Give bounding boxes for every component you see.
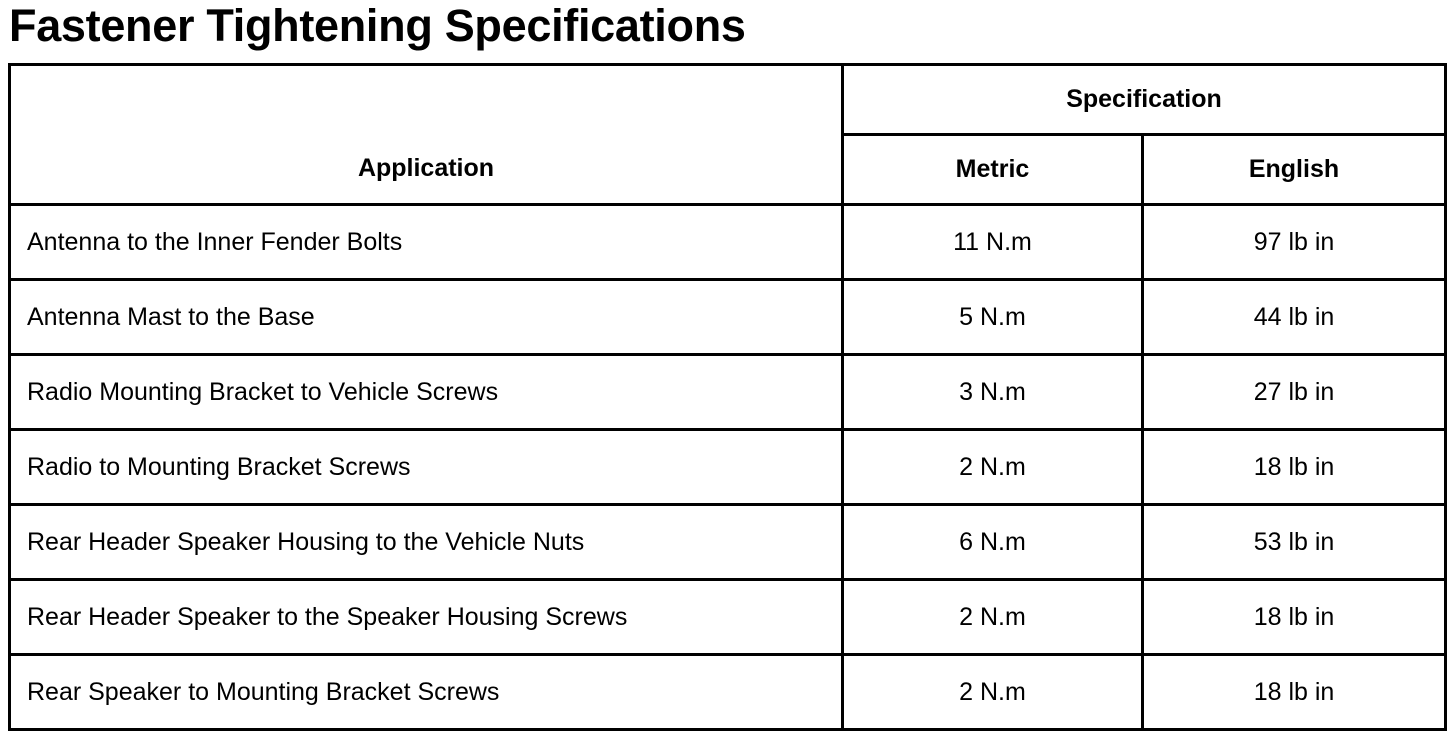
table-row [10,430,1446,505]
table-row [10,280,1446,355]
cell-english: 27 lb in [1143,355,1446,430]
cell-application: Antenna to the Inner Fender Bolts [10,205,843,280]
cell-metric: 11 N.m [843,205,1143,280]
cell-metric: 3 N.m [843,355,1143,430]
cell-metric: 2 N.m [843,655,1143,730]
column-header-metric: Metric [843,135,1143,205]
fastener-spec-table [8,63,1447,731]
header-row-top [10,65,1446,135]
cell-metric: 2 N.m [843,580,1143,655]
cell-application: Rear Header Speaker Housing to the Vehicle Nuts [10,505,843,580]
cell-metric: 6 N.m [843,505,1143,580]
table-header [10,65,1446,205]
table-row [10,580,1446,655]
cell-application: Radio to Mounting Bracket Screws [10,430,843,505]
cell-application: Rear Header Speaker to the Speaker Housing Screws [10,580,843,655]
cell-metric: 2 N.m [843,430,1143,505]
column-header-application: Application [10,65,843,205]
table-body [10,205,1446,730]
cell-english: 97 lb in [1143,205,1446,280]
page-title: Fastener Tightening Specifications [9,0,746,51]
cell-english: 18 lb in [1143,655,1446,730]
cell-application: Rear Speaker to Mounting Bracket Screws [10,655,843,730]
cell-english: 53 lb in [1143,505,1446,580]
table-row [10,655,1446,730]
cell-english: 44 lb in [1143,280,1446,355]
column-header-english: English [1143,135,1446,205]
table-row [10,205,1446,280]
cell-metric: 5 N.m [843,280,1143,355]
cell-application: Radio Mounting Bracket to Vehicle Screws [10,355,843,430]
cell-application: Antenna Mast to the Base [10,280,843,355]
cell-english: 18 lb in [1143,430,1446,505]
cell-english: 18 lb in [1143,580,1446,655]
column-header-specification: Specification [843,65,1446,135]
table-row [10,355,1446,430]
table-row [10,505,1446,580]
